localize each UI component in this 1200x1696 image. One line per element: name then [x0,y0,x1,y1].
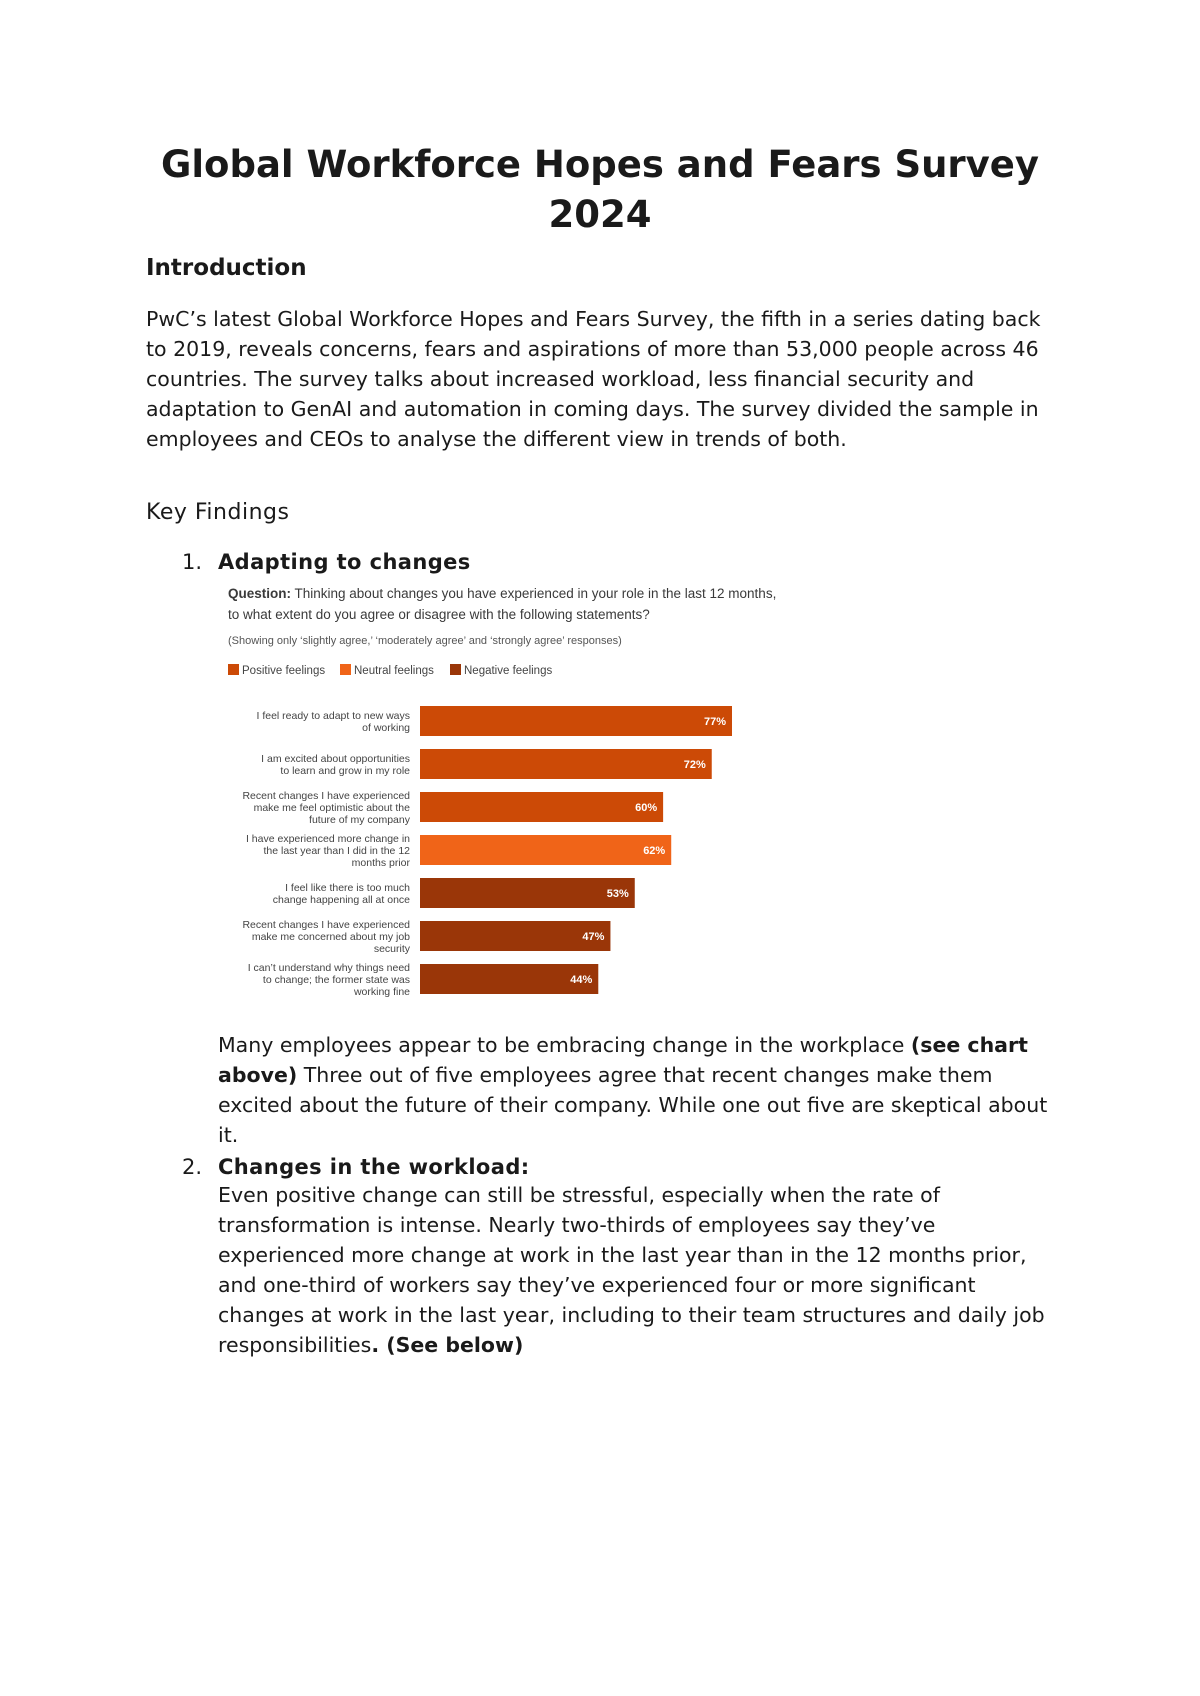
category-label-line: I feel ready to adapt to new ways [256,710,410,722]
item-1-heading: Adapting to changes [218,550,471,574]
bar [420,835,671,865]
bar-value-label: 72% [683,759,706,771]
chart-question-line-1: Thinking about changes you have experienced in your role in the last 12 months, [294,586,777,601]
survey-bar-chart [228,580,828,1000]
bar [420,706,732,736]
legend-label: Negative feelings [464,665,553,677]
chart-question-line-2: to what extent do you agree or disagree with the following statements? [228,607,650,622]
chart-bars [242,706,732,998]
category-label-line: the last year than I did in the 12 [263,845,410,857]
bar [420,749,712,779]
item-2-number: 2. [182,1155,203,1179]
category-label-line: months prior [351,857,410,869]
category-label-line: make me feel optimistic about the [253,802,410,814]
legend-label: Positive feelings [242,665,326,677]
chart-question-label: Question: [228,586,291,601]
bar-value-label: 53% [606,888,629,900]
category-label-line: to change; the former state was [262,974,410,986]
chart-question-text [228,586,780,622]
bar-value-label: 77% [703,716,726,728]
category-label-line: make me concerned about my job [251,931,410,943]
category-label-line: to learn and grow in my role [280,765,410,777]
bar [420,792,663,822]
category-label-line: of working [362,722,410,734]
chart-svg [228,580,828,1000]
chart-legend [228,664,552,677]
item-1-text-end: Three out of five employees agree that recent changes make them excited about the future of their company. While one out five are skeptical about it. [218,1063,1048,1147]
category-label [256,710,410,734]
bar [420,878,635,908]
category-label [246,833,411,869]
category-label-line: Recent changes I have experienced [242,919,410,931]
bar-value-label: 44% [570,974,593,986]
category-label [242,790,410,826]
item-2-heading: Changes in the workload: [218,1155,530,1179]
item-1-chart-reference: (see chart above) [218,1033,1028,1087]
category-label-line: future of my company [309,814,410,826]
category-label-line: I can’t understand why things need [247,962,410,974]
chart-note: (Showing only ‘slightly agree,’ ‘moderately agree’ and ‘strongly agree’ responses) [228,635,622,647]
category-label [248,962,410,998]
legend-swatch [228,664,239,675]
category-label-line: working fine [353,986,410,998]
category-label-line: security [373,943,410,955]
introduction-paragraph: PwC’s latest Global Workforce Hopes and Fears Survey, the fifth in a series dating back to 2019, reveals concerns, fears and aspirations of more than 53,000 people across 46 countries. The survey talks about increased workload, less financial security and adaptation to GenAI and automation in coming days. The survey divided the sample in employees and CEOs to analyse the different view in trends of both. [146,307,1041,451]
document-title: Global Workforce Hopes and Fears Survey 2024 [160,143,1040,236]
bar-value-label: 62% [643,845,666,857]
bar-value-label: 47% [582,931,605,943]
item-2-see-below: . (See below) [371,1333,524,1357]
introduction-heading: Introduction [146,255,307,281]
category-label-line: change happening all at once [272,894,410,906]
item-1-number: 1. [182,550,203,574]
item-1-text-start: Many employees appear to be embracing change in the workplace [218,1033,911,1057]
category-label-line: I have experienced more change in [245,833,410,845]
legend-label: Neutral feelings [354,665,434,677]
category-label-line: I am excited about opportunities [261,753,410,765]
category-label [242,919,410,955]
category-label [273,882,410,906]
category-label [261,753,410,777]
legend-swatch [450,664,461,675]
bar-value-label: 60% [635,802,658,814]
category-label-line: I feel like there is too much [285,882,410,894]
key-findings-heading: Key Findings [146,500,290,525]
item-2-paragraph [218,1180,1068,1360]
item-2-text: Even positive change can still be stressful, especially when the rate of transformation is intense. Nearly two-thirds of employees say they’ve experienced more change at work in the last year than in the 12 months prior, and one-third of workers say they’ve experienced four or more significant changes at work in the last year, including to their team structures and daily job responsibilities [218,1183,1045,1357]
item-1-paragraph [218,1030,1068,1150]
legend-swatch [340,664,351,675]
category-label-line: Recent changes I have experienced [242,790,410,802]
